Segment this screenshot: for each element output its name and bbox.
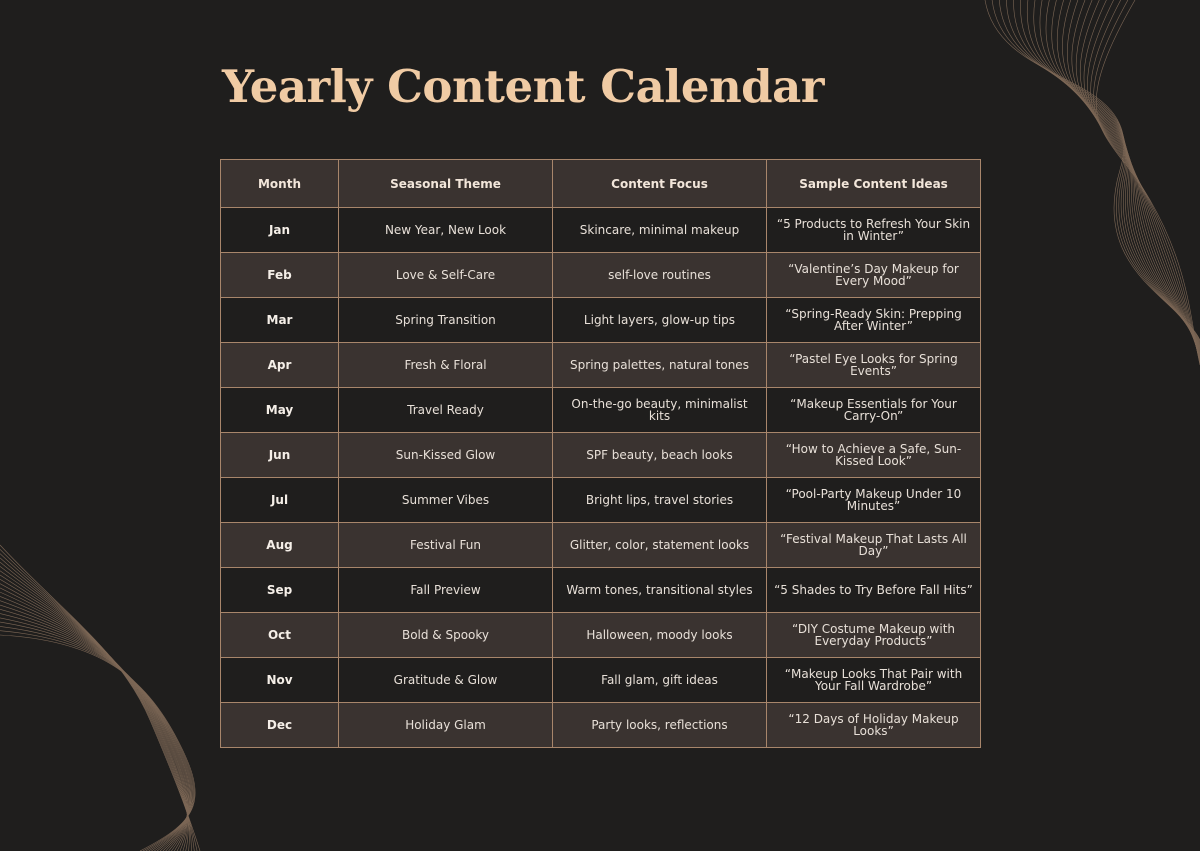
theme-cell: Holiday Glam: [339, 703, 553, 748]
table-row: [221, 253, 981, 298]
idea-cell: “Pool-Party Makeup Under 10 Minutes”: [767, 478, 981, 523]
theme-cell: Fresh & Floral: [339, 343, 553, 388]
wave-line: [985, 0, 1200, 340]
wave-line: [1062, 0, 1200, 354]
idea-cell: “Festival Makeup That Lasts All Day”: [767, 523, 981, 568]
content-calendar-table: [220, 159, 981, 748]
focus-cell: On-the-go beauty, minimalist kits: [553, 388, 767, 433]
month-cell: Dec: [221, 703, 339, 748]
month-cell: Oct: [221, 613, 339, 658]
wave-line: [0, 545, 200, 851]
wave-line: [1087, 0, 1200, 361]
wave-line: [0, 618, 192, 851]
bottom-left-wave-lines: [0, 545, 200, 851]
focus-cell: SPF beauty, beach looks: [553, 433, 767, 478]
month-cell: Feb: [221, 253, 339, 298]
wave-line: [1080, 0, 1200, 359]
idea-cell: “Makeup Essentials for Your Carry-On”: [767, 388, 981, 433]
idea-cell: “12 Days of Holiday Makeup Looks”: [767, 703, 981, 748]
theme-cell: Festival Fun: [339, 523, 553, 568]
theme-cell: Bold & Spooky: [339, 613, 553, 658]
focus-cell: Warm tones, transitional styles: [553, 568, 767, 613]
wave-line: [0, 635, 195, 851]
month-cell: Aug: [221, 523, 339, 568]
idea-cell: “Spring-Ready Skin: Prepping After Winter”: [767, 298, 981, 343]
wave-line: [0, 566, 188, 851]
header-seasonal-theme: Seasonal Theme: [339, 160, 553, 208]
header-month: Month: [221, 160, 339, 208]
wave-line: [1046, 0, 1200, 351]
theme-cell: Sun-Kissed Glow: [339, 433, 553, 478]
theme-cell: Summer Vibes: [339, 478, 553, 523]
wave-line: [992, 0, 1200, 341]
table-row: [221, 343, 981, 388]
idea-cell: “Makeup Looks That Pair with Your Fall Wardrobe”: [767, 658, 981, 703]
table-header-row: [221, 160, 981, 208]
wave-line: [1040, 0, 1200, 350]
focus-cell: Party looks, reflections: [553, 703, 767, 748]
idea-cell: “Valentine’s Day Makeup for Every Mood”: [767, 253, 981, 298]
table-row: [221, 298, 981, 343]
idea-cell: “DIY Costume Makeup with Everyday Products”: [767, 613, 981, 658]
table-row: [221, 433, 981, 478]
focus-cell: Glitter, color, statement looks: [553, 523, 767, 568]
theme-cell: Spring Transition: [339, 298, 553, 343]
idea-cell: “5 Shades to Try Before Fall Hits”: [767, 568, 981, 613]
idea-cell: “Pastel Eye Looks for Spring Events”: [767, 343, 981, 388]
table-row: [221, 208, 981, 253]
theme-cell: Love & Self-Care: [339, 253, 553, 298]
focus-cell: Skincare, minimal makeup: [553, 208, 767, 253]
focus-cell: self-love routines: [553, 253, 767, 298]
focus-cell: Fall glam, gift ideas: [553, 658, 767, 703]
month-cell: Jul: [221, 478, 339, 523]
table-row: [221, 568, 981, 613]
focus-cell: Bright lips, travel stories: [553, 478, 767, 523]
theme-cell: Fall Preview: [339, 568, 553, 613]
top-right-wave-lines: [985, 0, 1200, 365]
table-row: [221, 388, 981, 433]
wave-line: [0, 558, 191, 851]
table-row: [221, 478, 981, 523]
header-sample-content-ideas: Sample Content Ideas: [767, 160, 981, 208]
theme-cell: Gratitude & Glow: [339, 658, 553, 703]
month-cell: May: [221, 388, 339, 433]
focus-cell: Spring palettes, natural tones: [553, 343, 767, 388]
table-row: [221, 613, 981, 658]
month-cell: Mar: [221, 298, 339, 343]
page-title: Yearly Content Calendar: [222, 60, 824, 113]
idea-cell: “5 Products to Refresh Your Skin in Winter”: [767, 208, 981, 253]
table-row: [221, 523, 981, 568]
theme-cell: New Year, New Look: [339, 208, 553, 253]
wave-line: [0, 554, 194, 851]
month-cell: Apr: [221, 343, 339, 388]
header-content-focus: Content Focus: [553, 160, 767, 208]
month-cell: Nov: [221, 658, 339, 703]
month-cell: Jun: [221, 433, 339, 478]
table-row: [221, 703, 981, 748]
idea-cell: “How to Achieve a Safe, Sun-Kissed Look”: [767, 433, 981, 478]
month-cell: Sep: [221, 568, 339, 613]
focus-cell: Light layers, glow-up tips: [553, 298, 767, 343]
focus-cell: Halloween, moody looks: [553, 613, 767, 658]
month-cell: Jan: [221, 208, 339, 253]
wave-line: [1084, 0, 1200, 360]
table-row: [221, 658, 981, 703]
theme-cell: Travel Ready: [339, 388, 553, 433]
